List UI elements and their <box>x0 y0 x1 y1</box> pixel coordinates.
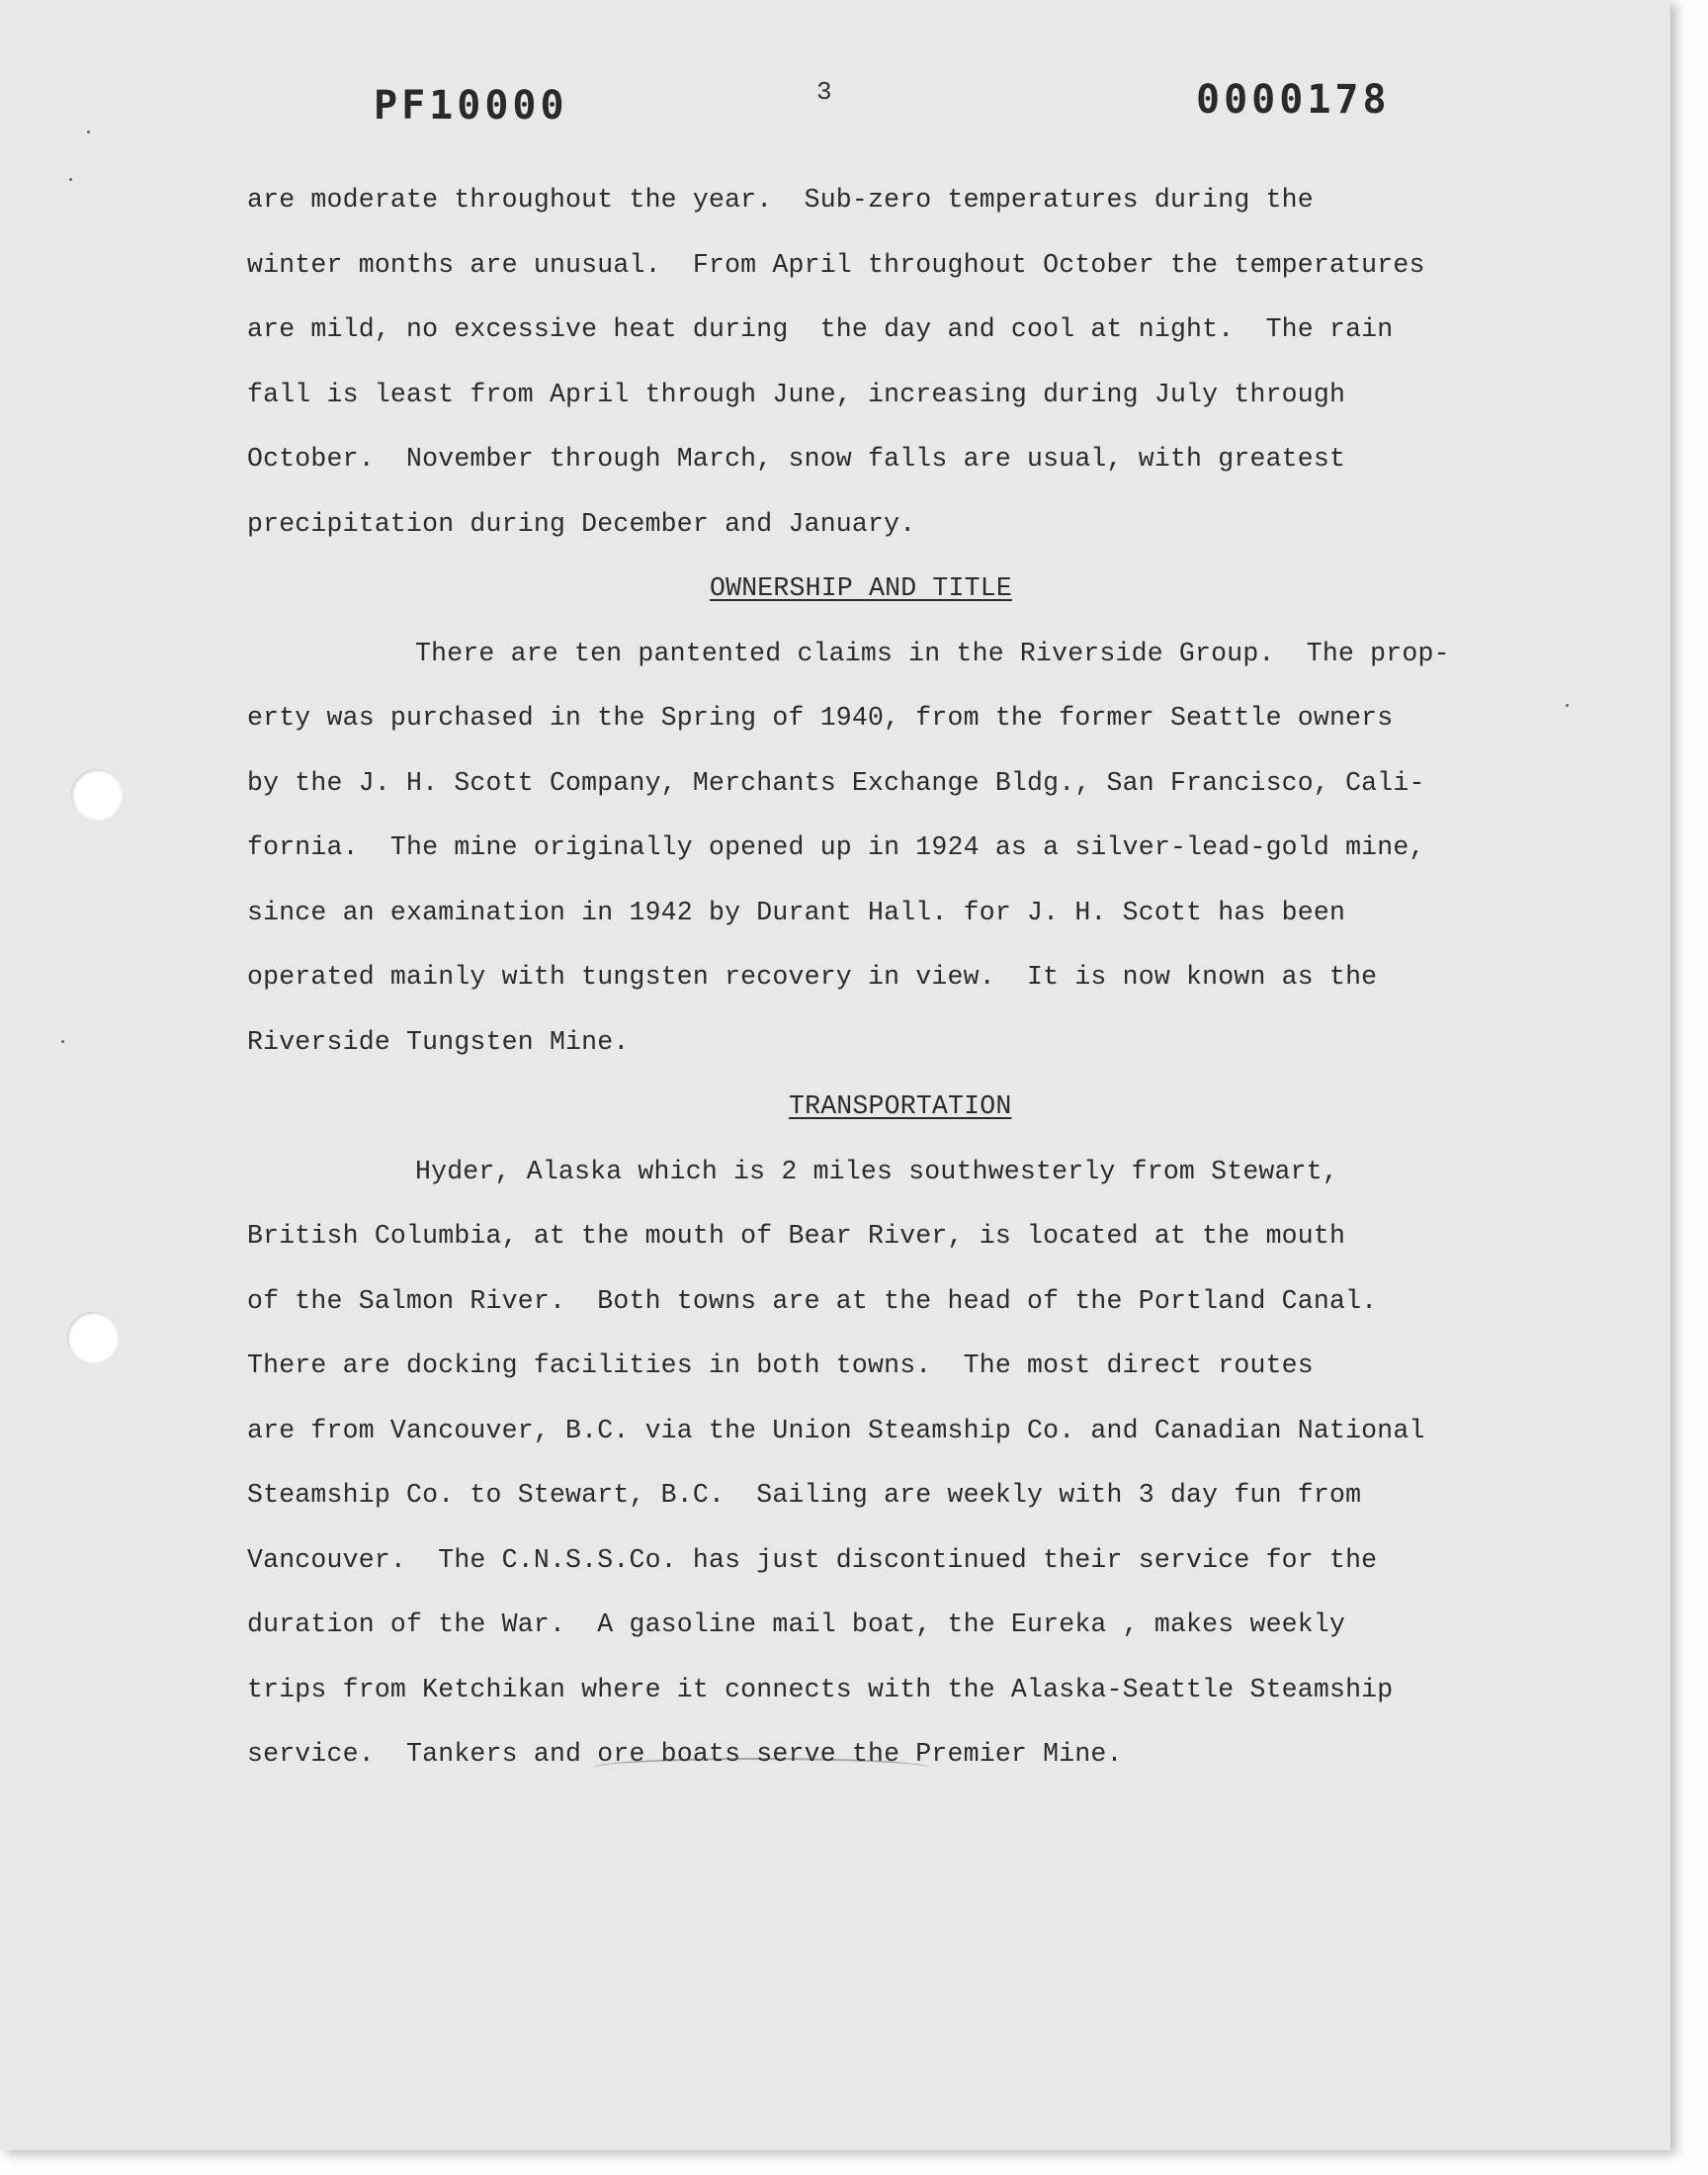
paper-speck <box>1566 704 1569 707</box>
binder-hole <box>71 769 123 821</box>
document-body <box>247 168 1493 1787</box>
ownership-line: erty was purchased in the Spring of 1940, from the former Seattle owners <box>247 703 1394 733</box>
climate-line: fall is least from April through June, increasing during July through <box>247 379 1346 409</box>
document-id-stamp-left: PF10000 <box>374 83 568 129</box>
transportation-line: trips from Ketchikan where it connects with the Alaska-Seattle Steamship <box>247 1674 1394 1704</box>
climate-line: precipitation during December and January. <box>247 508 916 539</box>
transportation-line: Hyder, Alaska which is 2 miles southwesterly from Stewart, <box>415 1156 1338 1186</box>
paper-speck <box>69 178 72 181</box>
ownership-line: fornia. The mine originally opened up in 1924 as a silver-lead-gold mine, <box>247 832 1425 862</box>
ownership-line: operated mainly with tungsten recovery in view. It is now known as the <box>247 962 1378 992</box>
transportation-line: Steamship Co. to Stewart, B.C. Sailing are weekly with 3 day fun from <box>247 1480 1362 1510</box>
binder-hole <box>67 1312 119 1363</box>
transportation-line: Vancouver. The C.N.S.S.Co. has just discontinued their service for the <box>247 1544 1378 1575</box>
paper-speck <box>61 1040 64 1043</box>
ownership-line: by the J. H. Scott Company, Merchants Exchange Bldg., San Francisco, Cali- <box>247 767 1425 798</box>
document-id-stamp-right: 0000178 <box>1196 77 1391 123</box>
transportation-line: There are docking facilities in both towns. The most direct routes <box>247 1350 1314 1380</box>
section-heading-transportation: TRANSPORTATION <box>789 1091 1012 1121</box>
transportation-line: service. Tankers and ore boats serve the Premier Mine. <box>247 1739 1123 1769</box>
climate-line: are moderate throughout the year. Sub-zero temperatures during the <box>247 185 1314 215</box>
transportation-line: British Columbia, at the mouth of Bear River, is located at the mouth <box>247 1221 1346 1251</box>
ownership-line: Riverside Tungsten Mine. <box>247 1026 630 1057</box>
ownership-line: There are ten pantented claims in the Riverside Group. The prop- <box>415 638 1450 668</box>
climate-line: winter months are unusual. From April throughout October the temperatures <box>247 249 1425 280</box>
section-heading-ownership: OWNERSHIP AND TITLE <box>710 573 1012 603</box>
transportation-line: of the Salmon River. Both towns are at the head of the Portland Canal. <box>247 1285 1378 1316</box>
climate-line: October. November through March, snow falls are usual, with greatest <box>247 444 1346 474</box>
ownership-line: since an examination in 1942 by Durant Hall. for J. H. Scott has been <box>247 897 1346 927</box>
paper-speck <box>87 130 90 133</box>
climate-line: are mild, no excessive heat during the day and cool at night. The rain <box>247 314 1394 344</box>
transportation-line: duration of the War. A gasoline mail boat, the Eureka , makes weekly <box>247 1610 1346 1639</box>
transportation-line: are from Vancouver, B.C. via the Union Steamship Co. and Canadian National <box>247 1415 1425 1445</box>
page-number: 3 <box>816 77 832 107</box>
